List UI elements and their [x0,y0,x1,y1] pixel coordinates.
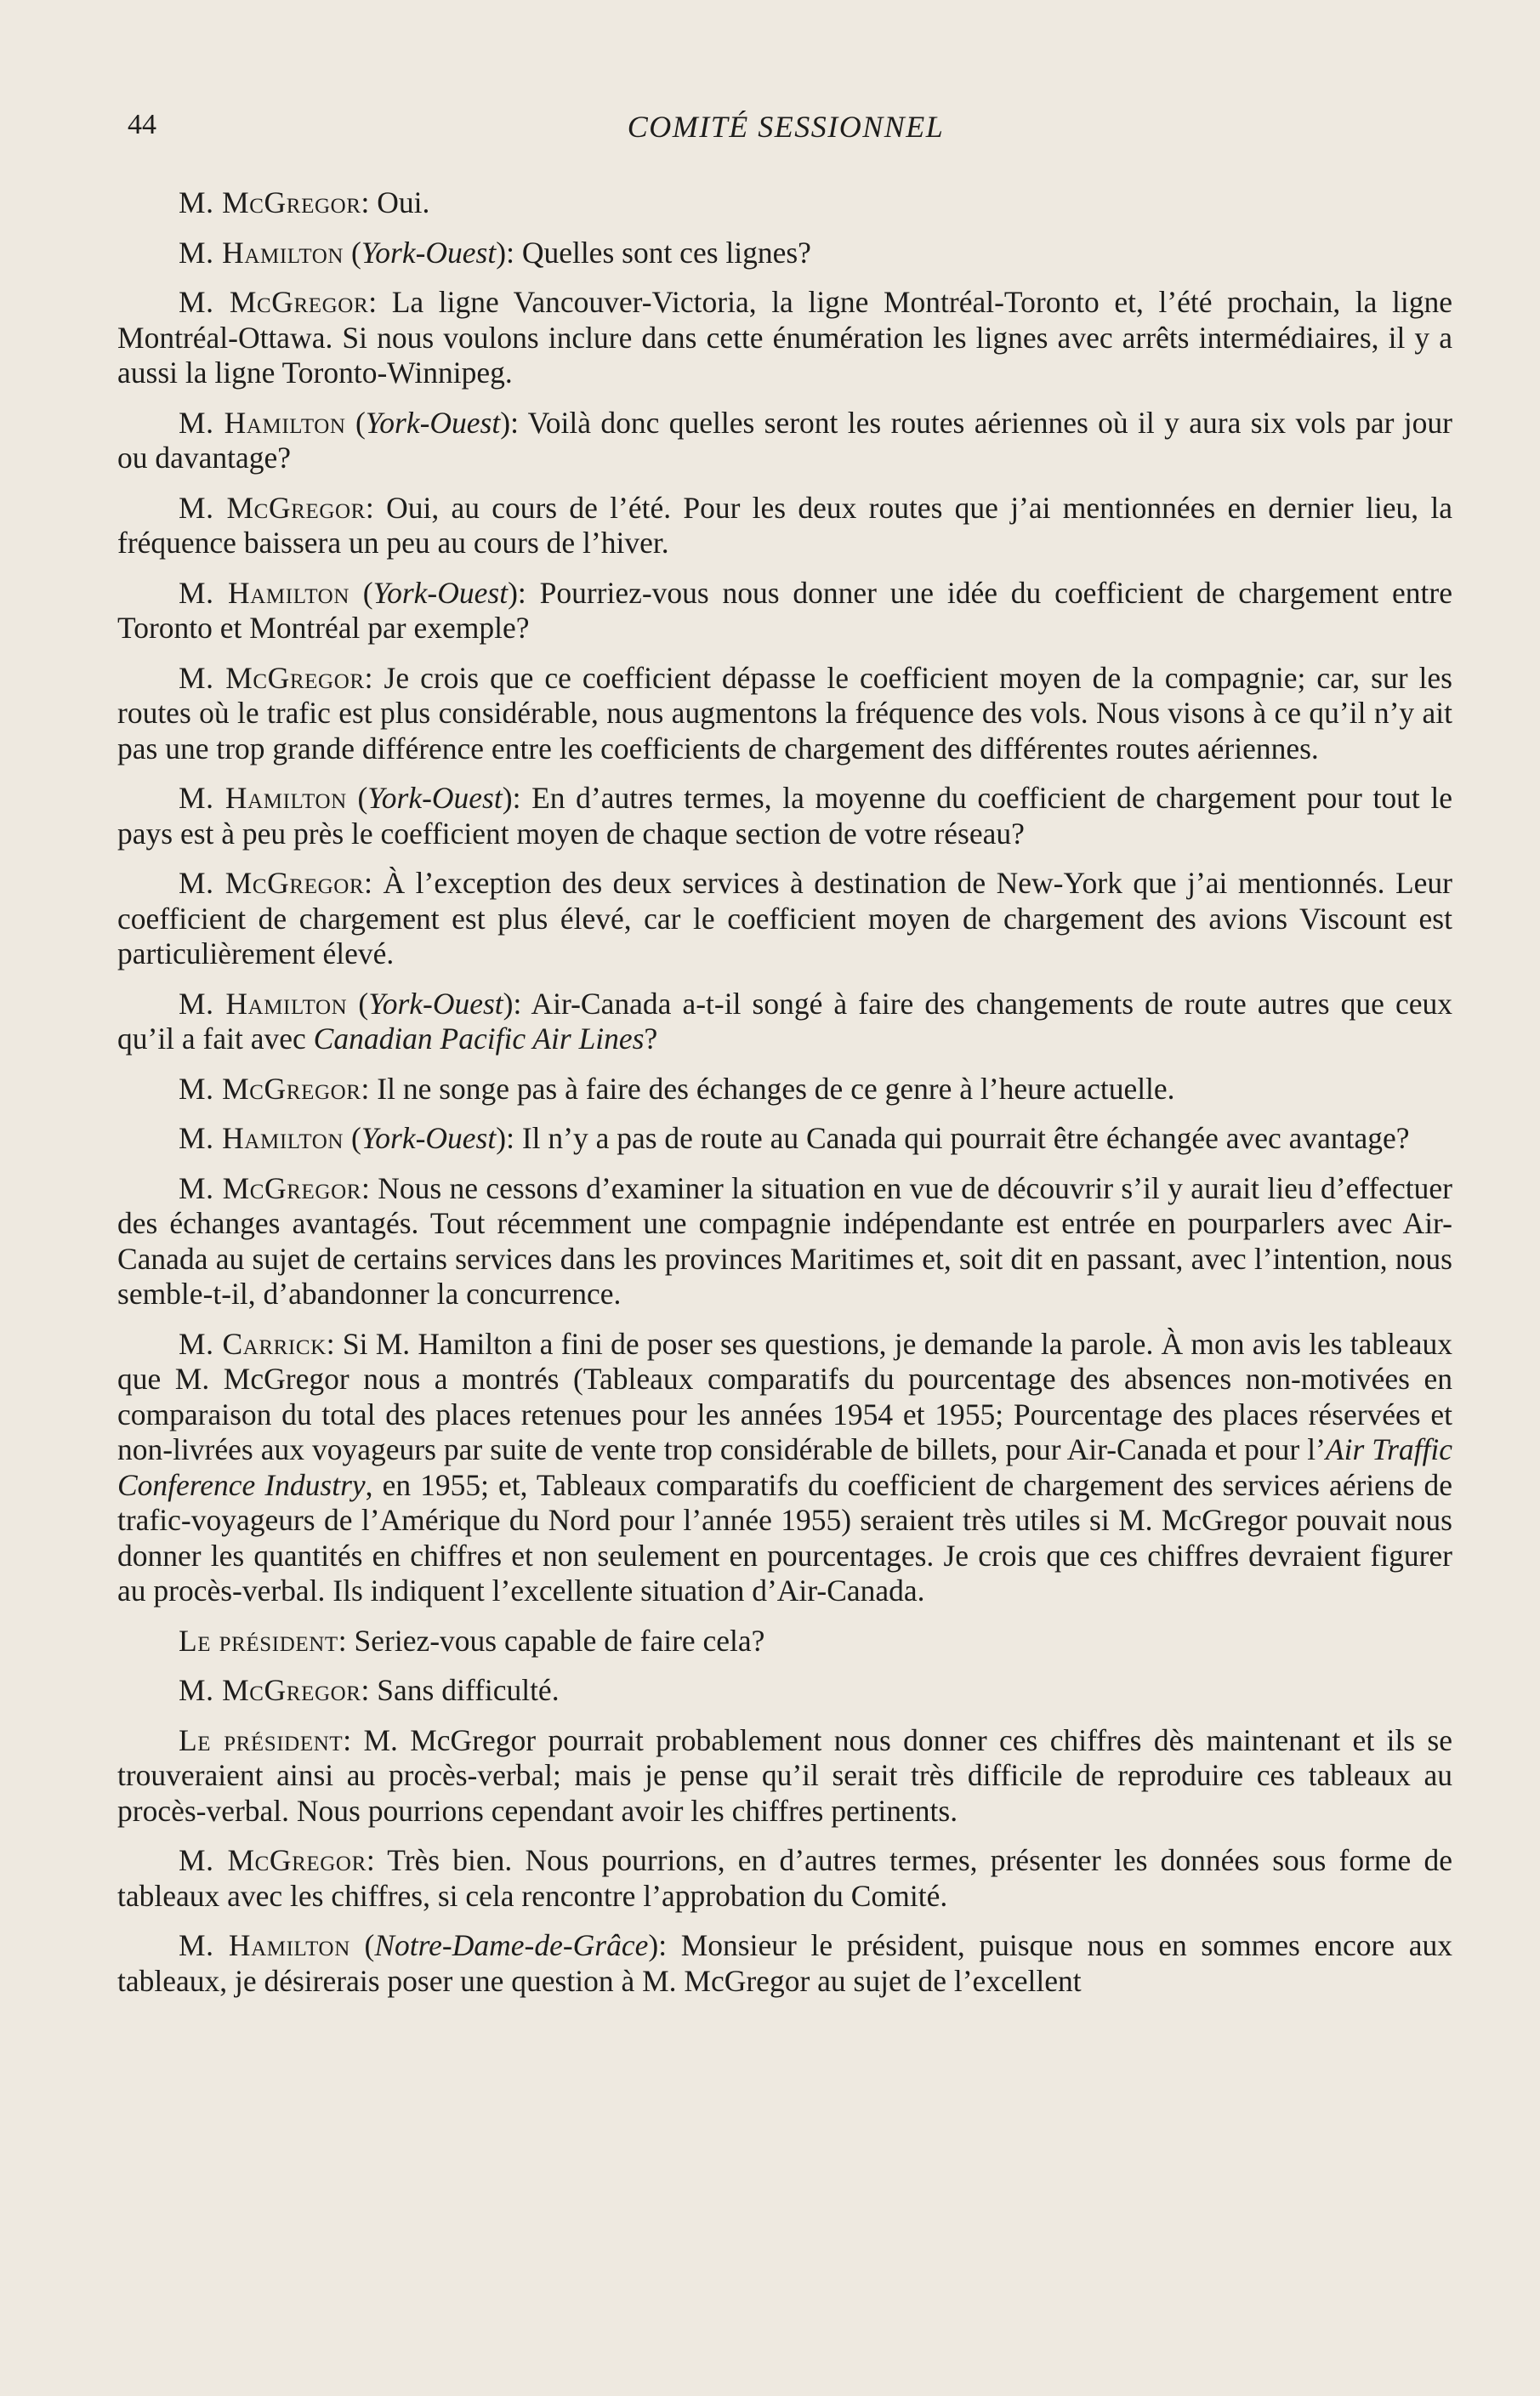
transcript-paragraph [117,1171,1452,1312]
speaker-name: Le président [179,1623,338,1658]
transcript-paragraph [117,285,1452,391]
speaker-name: M. McGregor [179,1170,361,1205]
speech-text: Seriez-vous capable de faire cela? [354,1623,765,1658]
speaker-riding: York-Ouest [368,986,503,1021]
page-number: 44 [128,109,156,140]
speaker-name: M. McGregor [179,660,365,695]
transcript-paragraph: M. Hamilton (York-Ouest): Pourriez-vous nous donner une idée du coefficient de chargement entre Toronto et Montréal par exemple? [117,575,1452,645]
transcript-paragraph [117,1723,1452,1830]
speaker-name: M. McGregor [179,490,366,525]
speaker-separator: : [506,235,522,270]
transcript-paragraph [117,866,1452,972]
speaker-separator: : [510,405,528,440]
speech-text: Sans difficulté. [377,1673,560,1707]
speaker-name: M. Hamilton [179,405,346,440]
speaker-name: M. Hamilton [179,986,348,1021]
speaker-name: M. McGregor [179,1673,361,1707]
speech-text: En d’autres termes, la moyenne du coefficient de chargement pour tout le pays est à peu près le coefficient moyen de chaque section de votre réseau? [117,781,1452,851]
speaker-riding: York-Ouest [372,575,509,610]
speaker-name: Le président [179,1722,344,1757]
transcript-paragraph [117,1843,1452,1914]
transcript-paragraph [117,1327,1452,1609]
running-title: COMITÉ SESSIONNEL [627,110,945,144]
speaker-name: M. McGregor [179,1071,361,1106]
transcript-body [117,185,1452,2013]
speaker-separator: : [326,1326,343,1361]
speech-text: Oui. [377,185,430,219]
page-header [128,109,1444,151]
speaker-separator: : [506,1121,522,1155]
transcript-paragraph [117,185,1452,221]
speaker-separator: : [366,1843,388,1877]
speech-text: Voilà donc quelles seront les routes aériennes où il y aura six vols par jour ou davantage? [117,405,1452,475]
speaker-separator: : [513,986,531,1021]
italic-title: Air Traffic Conference Industry [117,1432,1452,1502]
speech-text: Je crois que ce coefficient dépasse le coefficient moyen de la compagnie; car, sur les routes où le trafic est plus considérable, nous augmentons la fréquence des vols. Nous visons à ce qu’il n’y ait pas une trop grande différence entre les coefficients de chargement des différentes routes aériennes. [117,660,1452,765]
speaker-name: M. Hamilton [179,235,344,270]
speech-text: Si M. Hamilton a fini de poser ses questions, je demande la parole. À mon avis les tableaux que M. McGregor nous a montrés (Tableaux comparatifs du pourcentage des absences non-motivées en comparaison du total des places retenues pour les années 1954 et 1955; Pourcentage des places réservées et non-livrées aux voyageurs par suite de vente trop considérable de billets, pour Air-Canada et pour l’ [117,1326,1452,1466]
speaker-separator: : [658,1928,681,1962]
speech-text: Nous ne cessons d’examiner la situation en vue de découvrir s’il y aurait lieu d’effectuer des échanges avantagés. Tout récemment une compagnie indépendante est entrée en pourparlers avec Air-Canada au sujet de certains services dans les provinces Maritimes et, soit dit en passant, avec l’intention, nous semble-t-il, d’abandonner la concurrence. [117,1170,1452,1311]
speech-text: Oui, au cours de l’été. Pour les deux routes que j’ai mentionnées en dernier lieu, la fréquence baissera un peu au cours de l’hiver. [117,490,1452,560]
speaker-separator: : [368,285,392,319]
speaker-separator: : [364,660,384,695]
transcript-paragraph [117,491,1452,561]
transcript-paragraph [117,661,1452,767]
speaker-separator: : [512,781,532,815]
transcript-paragraph [117,1673,1452,1709]
speech-text: À l’exception des deux services à destination de New-York que j’ai mentionnés. Leur coefficient de chargement est plus élevé, car le coefficient moyen de chargement des avions Viscount est particulièrement élevé. [117,866,1452,970]
speaker-separator: : [361,1673,378,1707]
speaker-name: M. McGregor [179,285,369,319]
speaker-riding: Notre-Dame-de-Grâce [374,1928,649,1962]
speech-text: Il n’y a pas de route au Canada qui pourrait être échangée avec avantage? [521,1121,1410,1155]
speech-text-continued: ? [644,1022,658,1056]
speech-text: M. McGregor pourrait probablement nous donner ces chiffres dès maintenant et ils se trouveraient ainsi au procès-verbal; mais je pense qu’il serait très difficile de reproduire ces tableaux au procès-verbal. Nous pourrions cependant avoir les chiffres pertinents. [117,1722,1452,1828]
speech-text-continued: , en 1955; et, Tableaux comparatifs du coefficient de chargement des services aériens de trafic-voyageurs de l’Amérique du Nord pour l’année 1955) seraient très utiles si M. McGregor pouvait nous donner les quantités en chiffres et non seulement en pourcentages. Je crois que ces chiffres devraient figurer au procès-verbal. Ils indiquent l’excellente situation d’Air-Canada. [117,1467,1453,1608]
speaker-riding: York-Ouest [361,235,497,270]
speaker-separator: : [361,1071,378,1106]
speech-text: La ligne Vancouver-Victoria, la ligne Montréal-Toronto et, l’été prochain, la ligne Montréal-Ottawa. Si nous voulons inclure dans cette énumération les lignes avec arrêts intermédiaires, il y a aussi la ligne Toronto-Winnipeg. [117,285,1452,390]
speaker-name: M. Carrick [179,1326,327,1361]
speech-text: Monsieur le président, puisque nous en sommes encore aux tableaux, je désirerais poser une question à M. McGregor au sujet de l’excellent [117,1928,1452,1998]
speaker-name: M. McGregor [179,866,365,900]
speaker-separator: : [517,575,540,610]
speaker-separator: : [361,185,378,219]
transcript-paragraph: M. Hamilton (York-Ouest): Il n’y a pas de route au Canada qui pourrait être échangée avec avantage? [179,1121,1410,1155]
italic-title: Canadian Pacific Air Lines [313,1022,645,1056]
transcript-paragraph: M. Hamilton (York-Ouest): Voilà donc quelles seront les routes aériennes où il y aura six vols par jour ou davantage? [117,405,1452,475]
speech-text: Très bien. Nous pourrions, en d’autres termes, présenter les données sous forme de tableaux avec les chiffres, si cela rencontre l’approbation du Comité. [117,1843,1452,1913]
speaker-name: M. McGregor [179,185,361,219]
transcript-paragraph: M. Hamilton (York-Ouest): Quelles sont ces lignes? [179,235,811,270]
speech-text: Air-Canada a-t-il songé à faire des changements de route autres que ceux qu’il a fait avec [117,986,1453,1056]
speaker-riding: York-Ouest [361,1121,497,1155]
speech-text: Il ne songe pas à faire des échanges de ce genre à l’heure actuelle. [377,1071,1175,1106]
speaker-separator: : [361,1170,378,1205]
speaker-name: M. Hamilton [179,1121,344,1155]
speaker-riding: York-Ouest [365,405,501,440]
speaker-name: M. Hamilton [179,781,347,815]
speaker-name: M. Hamilton [179,1928,350,1962]
speaker-name: M. McGregor [179,1843,367,1877]
speaker-separator: : [343,1722,364,1757]
speaker-separator: : [338,1623,355,1658]
transcript-paragraph: M. Hamilton (York-Ouest): En d’autres termes, la moyenne du coefficient de chargement pour tout le pays est à peu près le coefficient moyen de chaque section de votre réseau? [117,781,1452,851]
speech-text: Quelles sont ces lignes? [521,235,811,270]
transcript-paragraph [117,1624,1452,1659]
speaker-name: M. Hamilton [179,575,349,610]
transcript-paragraph: M. Hamilton (York-Ouest): Air-Canada a-t-il songé à faire des changements de route autres que ceux qu’il a fait avec Canadian Pacific Air Lines? [117,986,1453,1056]
speaker-riding: York-Ouest [367,781,503,815]
speaker-separator: : [364,866,384,900]
transcript-paragraph [117,1072,1452,1107]
speaker-separator: : [365,490,387,525]
transcript-paragraph: M. Hamilton (Notre-Dame-de-Grâce): Monsieur le président, puisque nous en sommes encore aux tableaux, je désirerais poser une question à M. McGregor au sujet de l’excellent [117,1928,1452,1998]
speech-text: Pourriez-vous nous donner une idée du coefficient de chargement entre Toronto et Montréal par exemple? [117,575,1452,645]
